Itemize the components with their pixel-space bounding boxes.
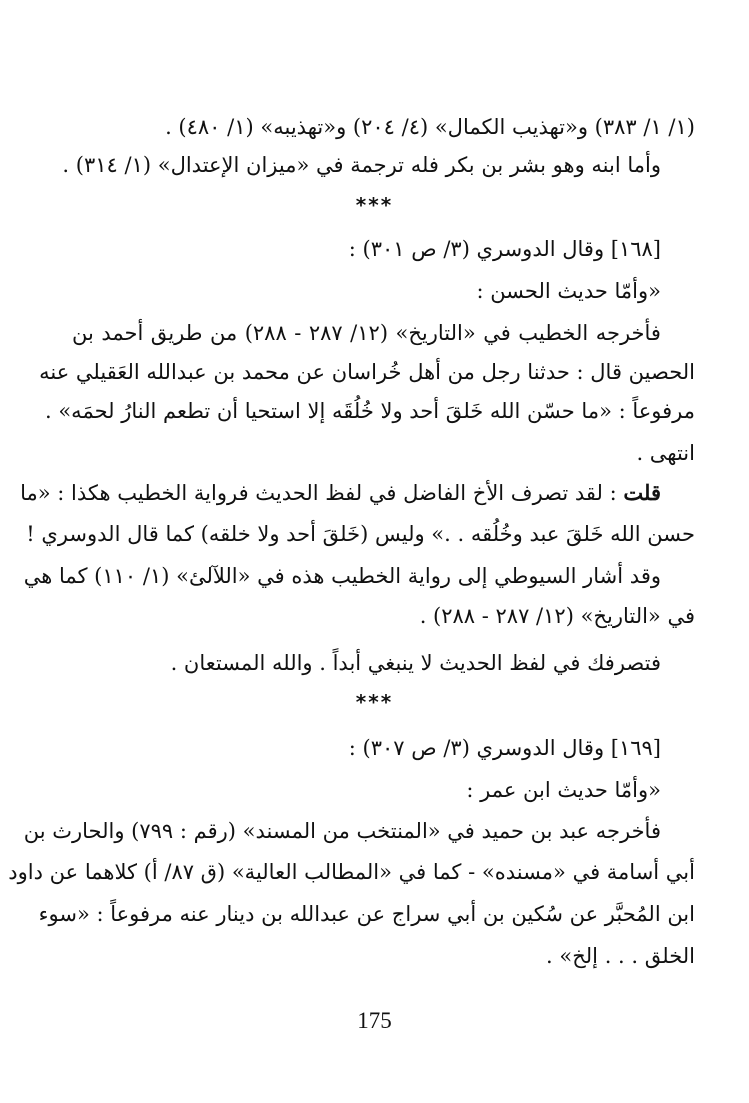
section-divider-1: *** bbox=[355, 193, 394, 217]
text-line-20: أبي أسامة في «مسنده» - كما في «المطالب العالية» (ق ٨٧/ أ) كلاهما عن داود bbox=[8, 860, 695, 884]
text-line-13: في «التاريخ» (١٢/ ٢٨٧ - ٢٨٨) . bbox=[419, 604, 695, 628]
text-line-7: الحصين قال : حدثنا رجل من أهل خُراسان عن محمد بن عبدالله العَقيلي عنه bbox=[39, 360, 695, 384]
qultu-text: : لقد تصرف الأخ الفاضل في لفظ الحديث فرواية الخطيب هكذا : «ما bbox=[20, 481, 617, 505]
text-line-21: ابن المُحبَّر عن سُكين بن أبي سراج عن عبدالله بن دينار عنه مرفوعاً : «سوء bbox=[38, 902, 695, 926]
text-line-22: الخلق . . . إلخ» . bbox=[546, 944, 695, 968]
text-line-19: فأخرجه عبد بن حميد في «المنتخب من المسند» (رقم : ٧٩٩) والحارث بن bbox=[23, 819, 661, 843]
qultu-paragraph-line-1 bbox=[20, 478, 661, 508]
section-divider-2: *** bbox=[355, 690, 394, 714]
text-line-1: (١/ ١/ ٣٨٣) و«تهذيب الكمال» (٤/ ٢٠٤) و«تهذيبه» (١/ ٤٨٠) . bbox=[165, 115, 695, 139]
qultu-label: قلت bbox=[623, 480, 661, 505]
text-line-12: وقد أشار السيوطي إلى رواية الخطيب هذه في «اللآلئ» (١/ ١١٠) كما هي bbox=[23, 564, 661, 588]
page-number: 175 bbox=[357, 1008, 392, 1033]
quote-opening-hasan: «وأمّا حديث الحسن : bbox=[476, 279, 661, 303]
text-line-14: فتصرفك في لفظ الحديث لا ينبغي أبداً . والله المستعان . bbox=[170, 651, 661, 675]
text-line-6: فأخرجه الخطيب في «التاريخ» (١٢/ ٢٨٧ - ٢٨٨) من طريق أحمد بن bbox=[72, 321, 661, 345]
entry-168-header: [١٦٨] وقال الدوسري (٣/ ص ٣٠١) : bbox=[348, 237, 661, 261]
text-line-9: انتهى . bbox=[636, 441, 695, 465]
entry-169-header: [١٦٩] وقال الدوسري (٣/ ص ٣٠٧) : bbox=[348, 736, 661, 760]
text-line-11: حسن الله خَلقَ عبد وخُلُقه . .» وليس (خَلقَ أحد ولا خلقه) كما قال الدوسري ! bbox=[26, 522, 695, 546]
text-line-2: وأما ابنه وهو بشر بن بكر فله ترجمة في «ميزان الإعتدال» (١/ ٣١٤) . bbox=[62, 153, 661, 177]
quote-opening-ibn-umar: «وأمّا حديث ابن عمر : bbox=[466, 778, 661, 802]
text-line-8: مرفوعاً : «ما حسّن الله خَلقَ أحد ولا خُلُقَه إلا استحيا أن تطعم النارُ لحمَه» . bbox=[44, 399, 695, 423]
